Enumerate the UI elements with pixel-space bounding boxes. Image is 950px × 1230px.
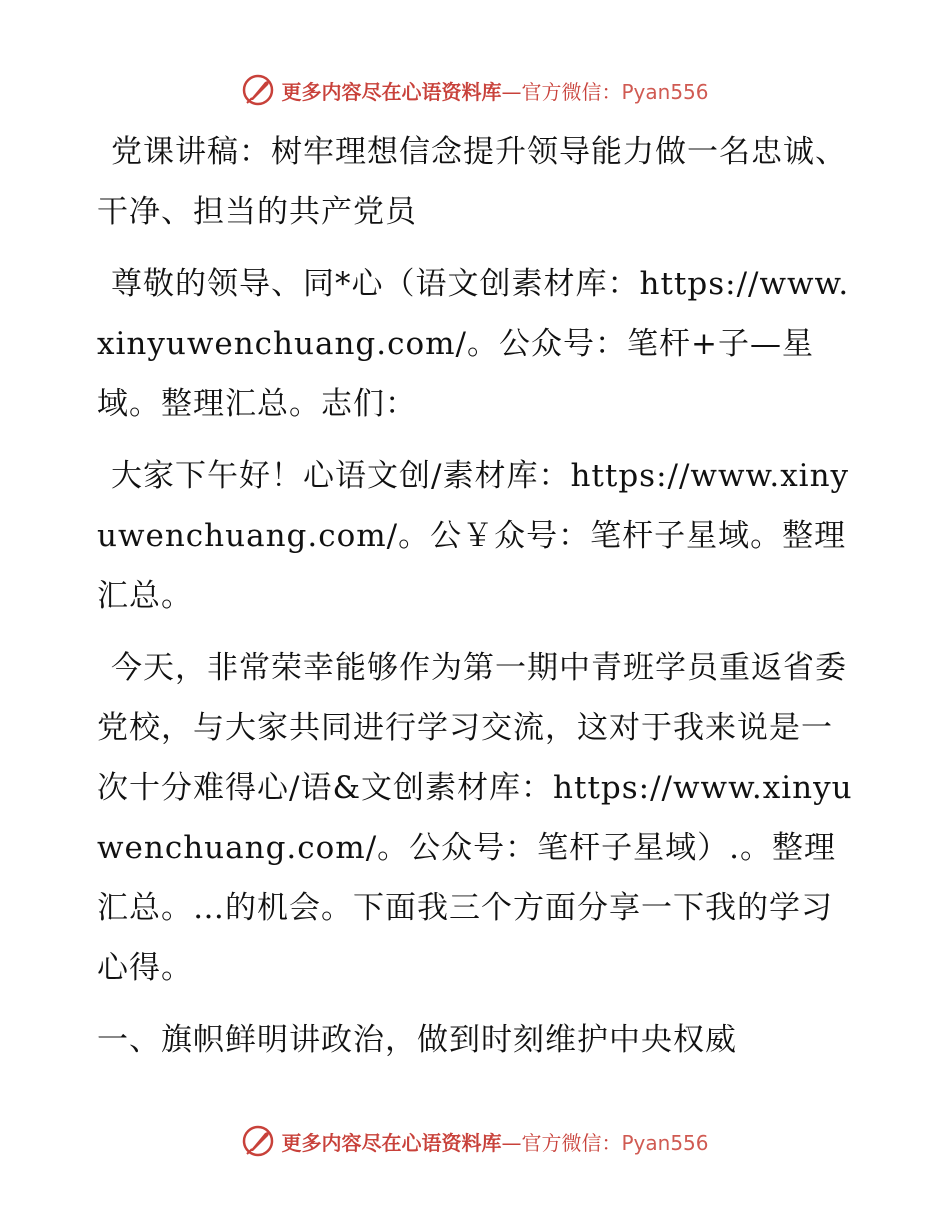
banner-text	[281, 76, 708, 105]
banner-wechat-label: 官方微信：	[521, 1130, 622, 1155]
quill-pen-logo-icon	[241, 1124, 275, 1158]
banner-wechat-id: Pyan556	[621, 79, 709, 104]
banner-wechat-label: 官方微信：	[521, 79, 622, 104]
paragraph-afternoon: 大家下午好！心语文创/素材库：https://www.xinyuwenchuang.com/。公￥众号：笔杆子星域。整理汇总。	[97, 458, 850, 614]
banner-separator: —	[501, 1130, 522, 1155]
header-watermark-banner	[0, 70, 950, 110]
banner-main-text: 更多内容尽在心语资料库	[281, 79, 502, 104]
banner-separator: —	[501, 79, 522, 104]
document-body	[97, 122, 857, 1070]
paragraph-intro: 今天，非常荣幸能够作为第一期中青班学员重返省委党校，与大家共同进行学习交流，这对于我来说是一次十分难得心/语&文创素材库：https://www.xinyuwenchuang.com/。公众号：笔杆子星域）.。整理汇总。…的机会。下面我三个方面分享一下我的学习心得。	[97, 650, 853, 986]
section-heading: 一、旗帜鲜明讲政治，做到时刻维护中央权威	[97, 1022, 737, 1058]
banner-text	[281, 1127, 708, 1156]
banner-wechat-id: Pyan556	[621, 1130, 709, 1155]
document-title: 党课讲稿：树牢理想信念提升领导能力做一名忠诚、干净、担当的共产党员	[97, 134, 847, 230]
banner-main-text: 更多内容尽在心语资料库	[281, 1130, 502, 1155]
paragraph-greeting: 尊敬的领导、同*心（语文创素材库：https://www.xinyuwenchuang.com/。公众号：笔杆+子—星域。整理汇总。志们：	[97, 266, 850, 422]
quill-pen-logo-icon	[241, 73, 275, 107]
footer-watermark-banner	[0, 1121, 950, 1161]
